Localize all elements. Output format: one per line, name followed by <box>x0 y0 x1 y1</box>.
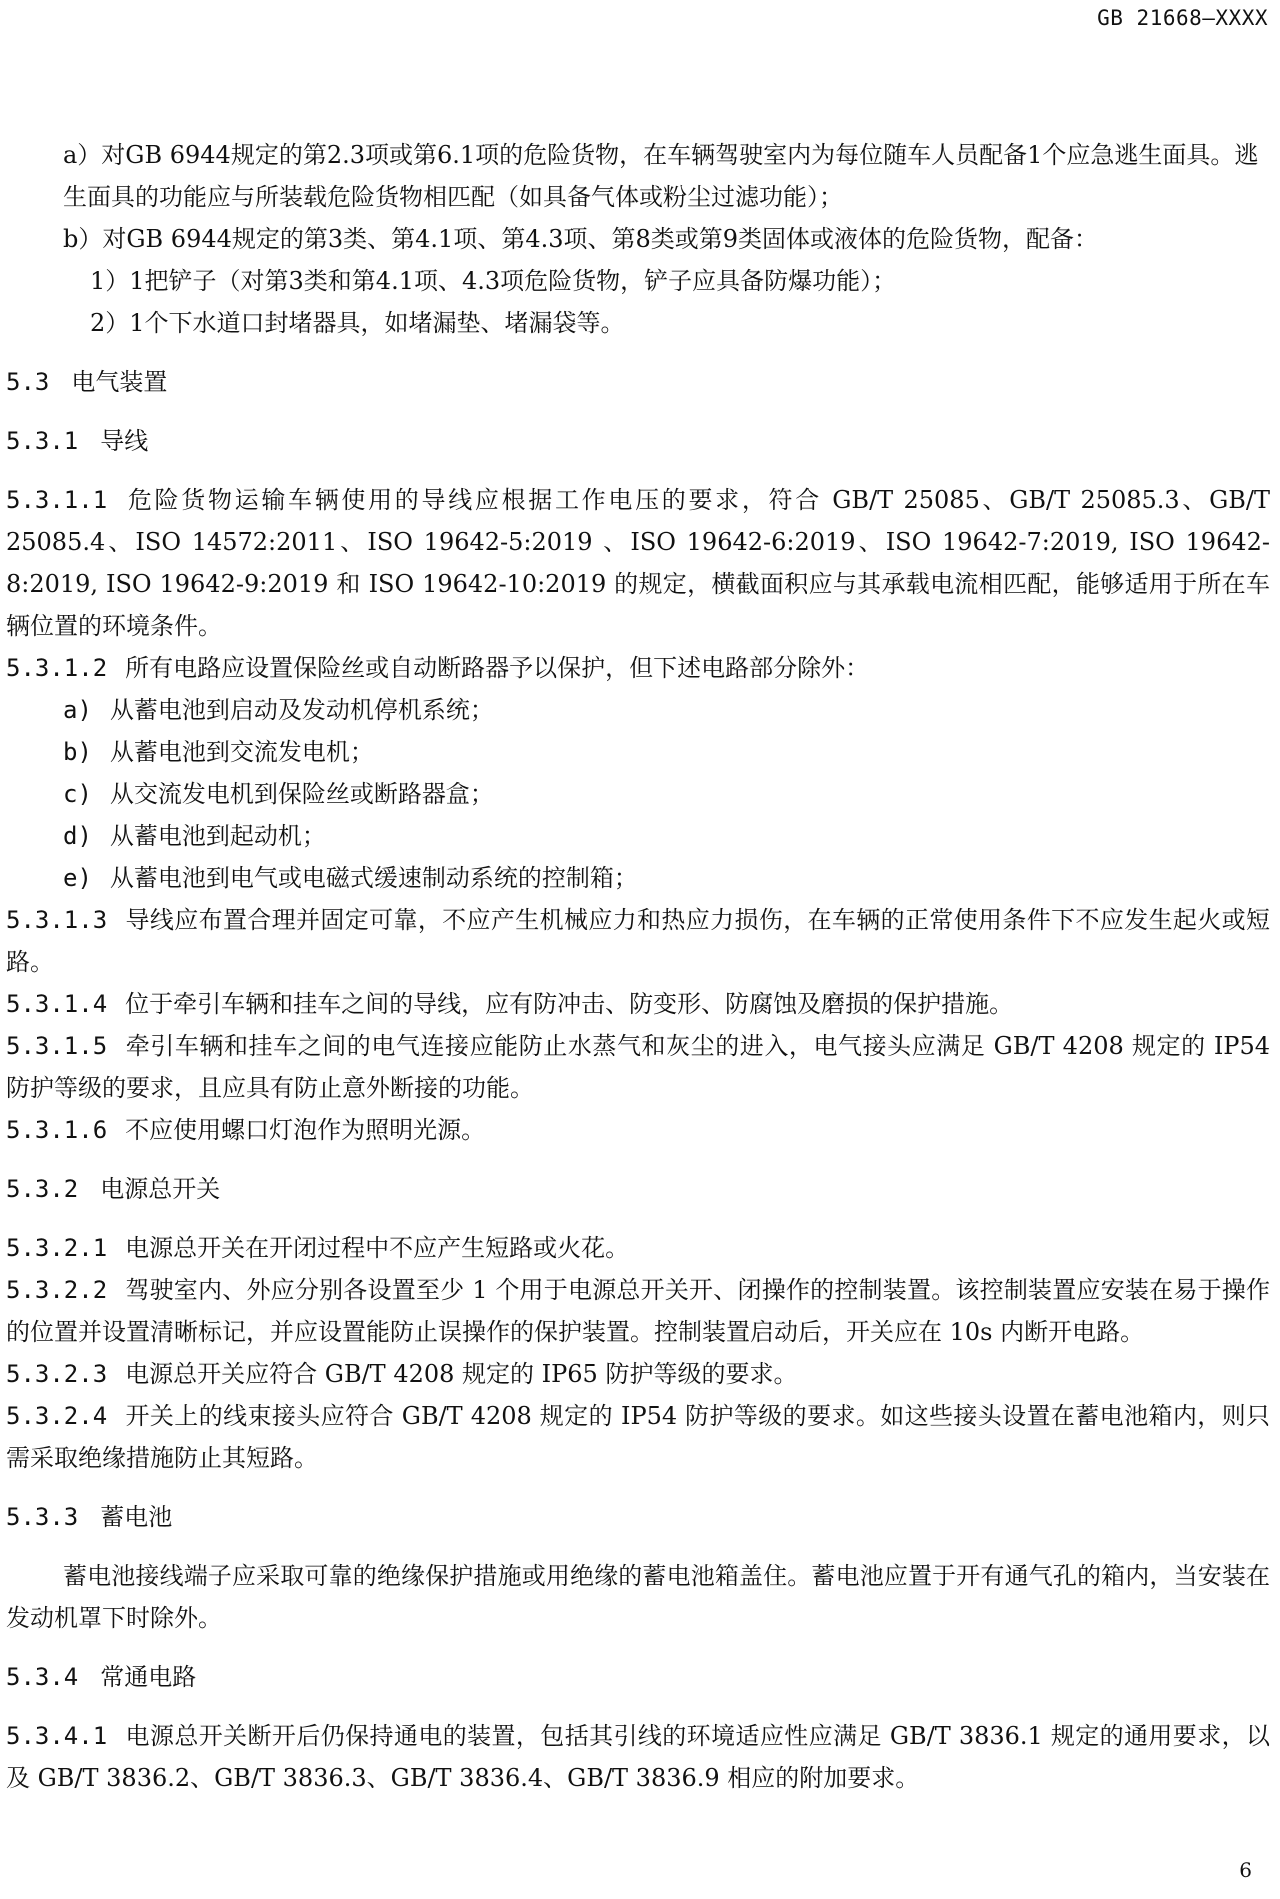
list-item: c) 从交流发电机到保险丝或断路器盒； <box>63 780 494 808</box>
item-b-2: 2）1个下水道口封堵器具，如堵漏垫、堵漏袋等。 <box>90 309 625 337</box>
section-heading-5-3-4: 5.3.4 常通电路 <box>6 1663 197 1691</box>
clause-5-3-2-4: 5.3.2.4 开关上的线束接头应符合 GB/T 4208 规定的 IP54 防护等级的要求。如这些接头设置在蓄电池箱内，则只需采取绝缘措施防止其短路。 <box>6 1402 1270 1472</box>
clause-5-3-1-1: 5.3.1.1 危险货物运输车辆使用的导线应根据工作电压的要求，符合 GB/T 25085、GB/T 25085.3、GB/T 25085.4、ISO 14572:2011、ISO 19642-5:2019 、ISO 19642-6:2019、ISO 19642-7:2019, ISO 19642-8:2019, ISO 19642-9:2019 和 ISO 19642-10:2019 的规定，横截面积应与其承载电流相匹配，能够适用于所在车辆位置的环境条件。 <box>6 486 1270 640</box>
clause-5-3-2-3: 5.3.2.3 电源总开关应符合 GB/T 4208 规定的 IP65 防护等级的要求。 <box>6 1360 798 1388</box>
clause-5-3-1-2: 5.3.1.2 所有电路应设置保险丝或自动断路器予以保护，但下述电路部分除外： <box>6 654 870 682</box>
section-heading-5-3: 5.3 电气装置 <box>6 368 168 396</box>
clause-5-3-2-1: 5.3.2.1 电源总开关在开闭过程中不应产生短路或火花。 <box>6 1234 630 1262</box>
list-item: e) 从蓄电池到电气或电磁式缓速制动系统的控制箱； <box>63 864 638 892</box>
clause-5-3-4-1: 5.3.4.1 电源总开关断开后仍保持通电的装置，包括其引线的环境适应性应满足 GB/T 3836.1 规定的通用要求，以及 GB/T 3836.2、GB/T 3836.3、GB/T 3836.4、GB/T 3836.9 相应的附加要求。 <box>6 1722 1270 1792</box>
clause-5-3-1-4: 5.3.1.4 位于牵引车辆和挂车之间的导线，应有防冲击、防变形、防腐蚀及磨损的保护措施。 <box>6 990 1014 1018</box>
page-number: 6 <box>1239 1858 1252 1882</box>
clause-5-3-1-6: 5.3.1.6 不应使用螺口灯泡作为照明光源。 <box>6 1116 486 1144</box>
section-heading-5-3-1: 5.3.1 导线 <box>6 427 149 455</box>
item-b: b）对GB 6944规定的第3类、第4.1项、第4.3项、第8类或第9类固体或液体的危险货物，配备： <box>63 225 1099 253</box>
item-a: a）对GB 6944规定的第2.3项或第6.1项的危险货物，在车辆驾驶室内为每位随车人员配备1个应急逃生面具。逃生面具的功能应与所装载危险货物相匹配（如具备气体或粉尘过滤功能）； <box>63 141 1259 211</box>
document-body <box>6 134 1270 1799</box>
item-b-1: 1）1把铲子（对第3类和第4.1项、4.3项危险货物，铲子应具备防爆功能）； <box>90 267 897 295</box>
section-heading-5-3-2: 5.3.2 电源总开关 <box>6 1175 221 1203</box>
list-item: d) 从蓄电池到起动机； <box>63 822 326 850</box>
section-heading-5-3-3: 5.3.3 蓄电池 <box>6 1503 173 1531</box>
list-item: b) 从蓄电池到交流发电机； <box>63 738 374 766</box>
section-5-3-3-text: 蓄电池接线端子应采取可靠的绝缘保护措施或用绝缘的蓄电池箱盖住。蓄电池应置于开有通气孔的箱内，当安装在发动机罩下时除外。 <box>6 1562 1270 1632</box>
document-id-header: GB 21668—XXXX <box>1097 6 1268 30</box>
clause-5-3-1-5: 5.3.1.5 牵引车辆和挂车之间的电气连接应能防止水蒸气和灰尘的进入，电气接头应满足 GB/T 4208 规定的 IP54 防护等级的要求，且应具有防止意外断接的功能。 <box>6 1032 1270 1102</box>
clause-5-3-2-2: 5.3.2.2 驾驶室内、外应分别各设置至少 1 个用于电源总开关开、闭操作的控制装置。该控制装置应安装在易于操作的位置并设置清晰标记，并应设置能防止误操作的保护装置。控制装置启动后，开关应在 10s 内断开电路。 <box>6 1276 1270 1346</box>
list-item: a) 从蓄电池到启动及发动机停机系统； <box>63 696 494 724</box>
clause-5-3-1-3: 5.3.1.3 导线应布置合理并固定可靠，不应产生机械应力和热应力损伤，在车辆的正常使用条件下不应发生起火或短路。 <box>6 906 1270 976</box>
